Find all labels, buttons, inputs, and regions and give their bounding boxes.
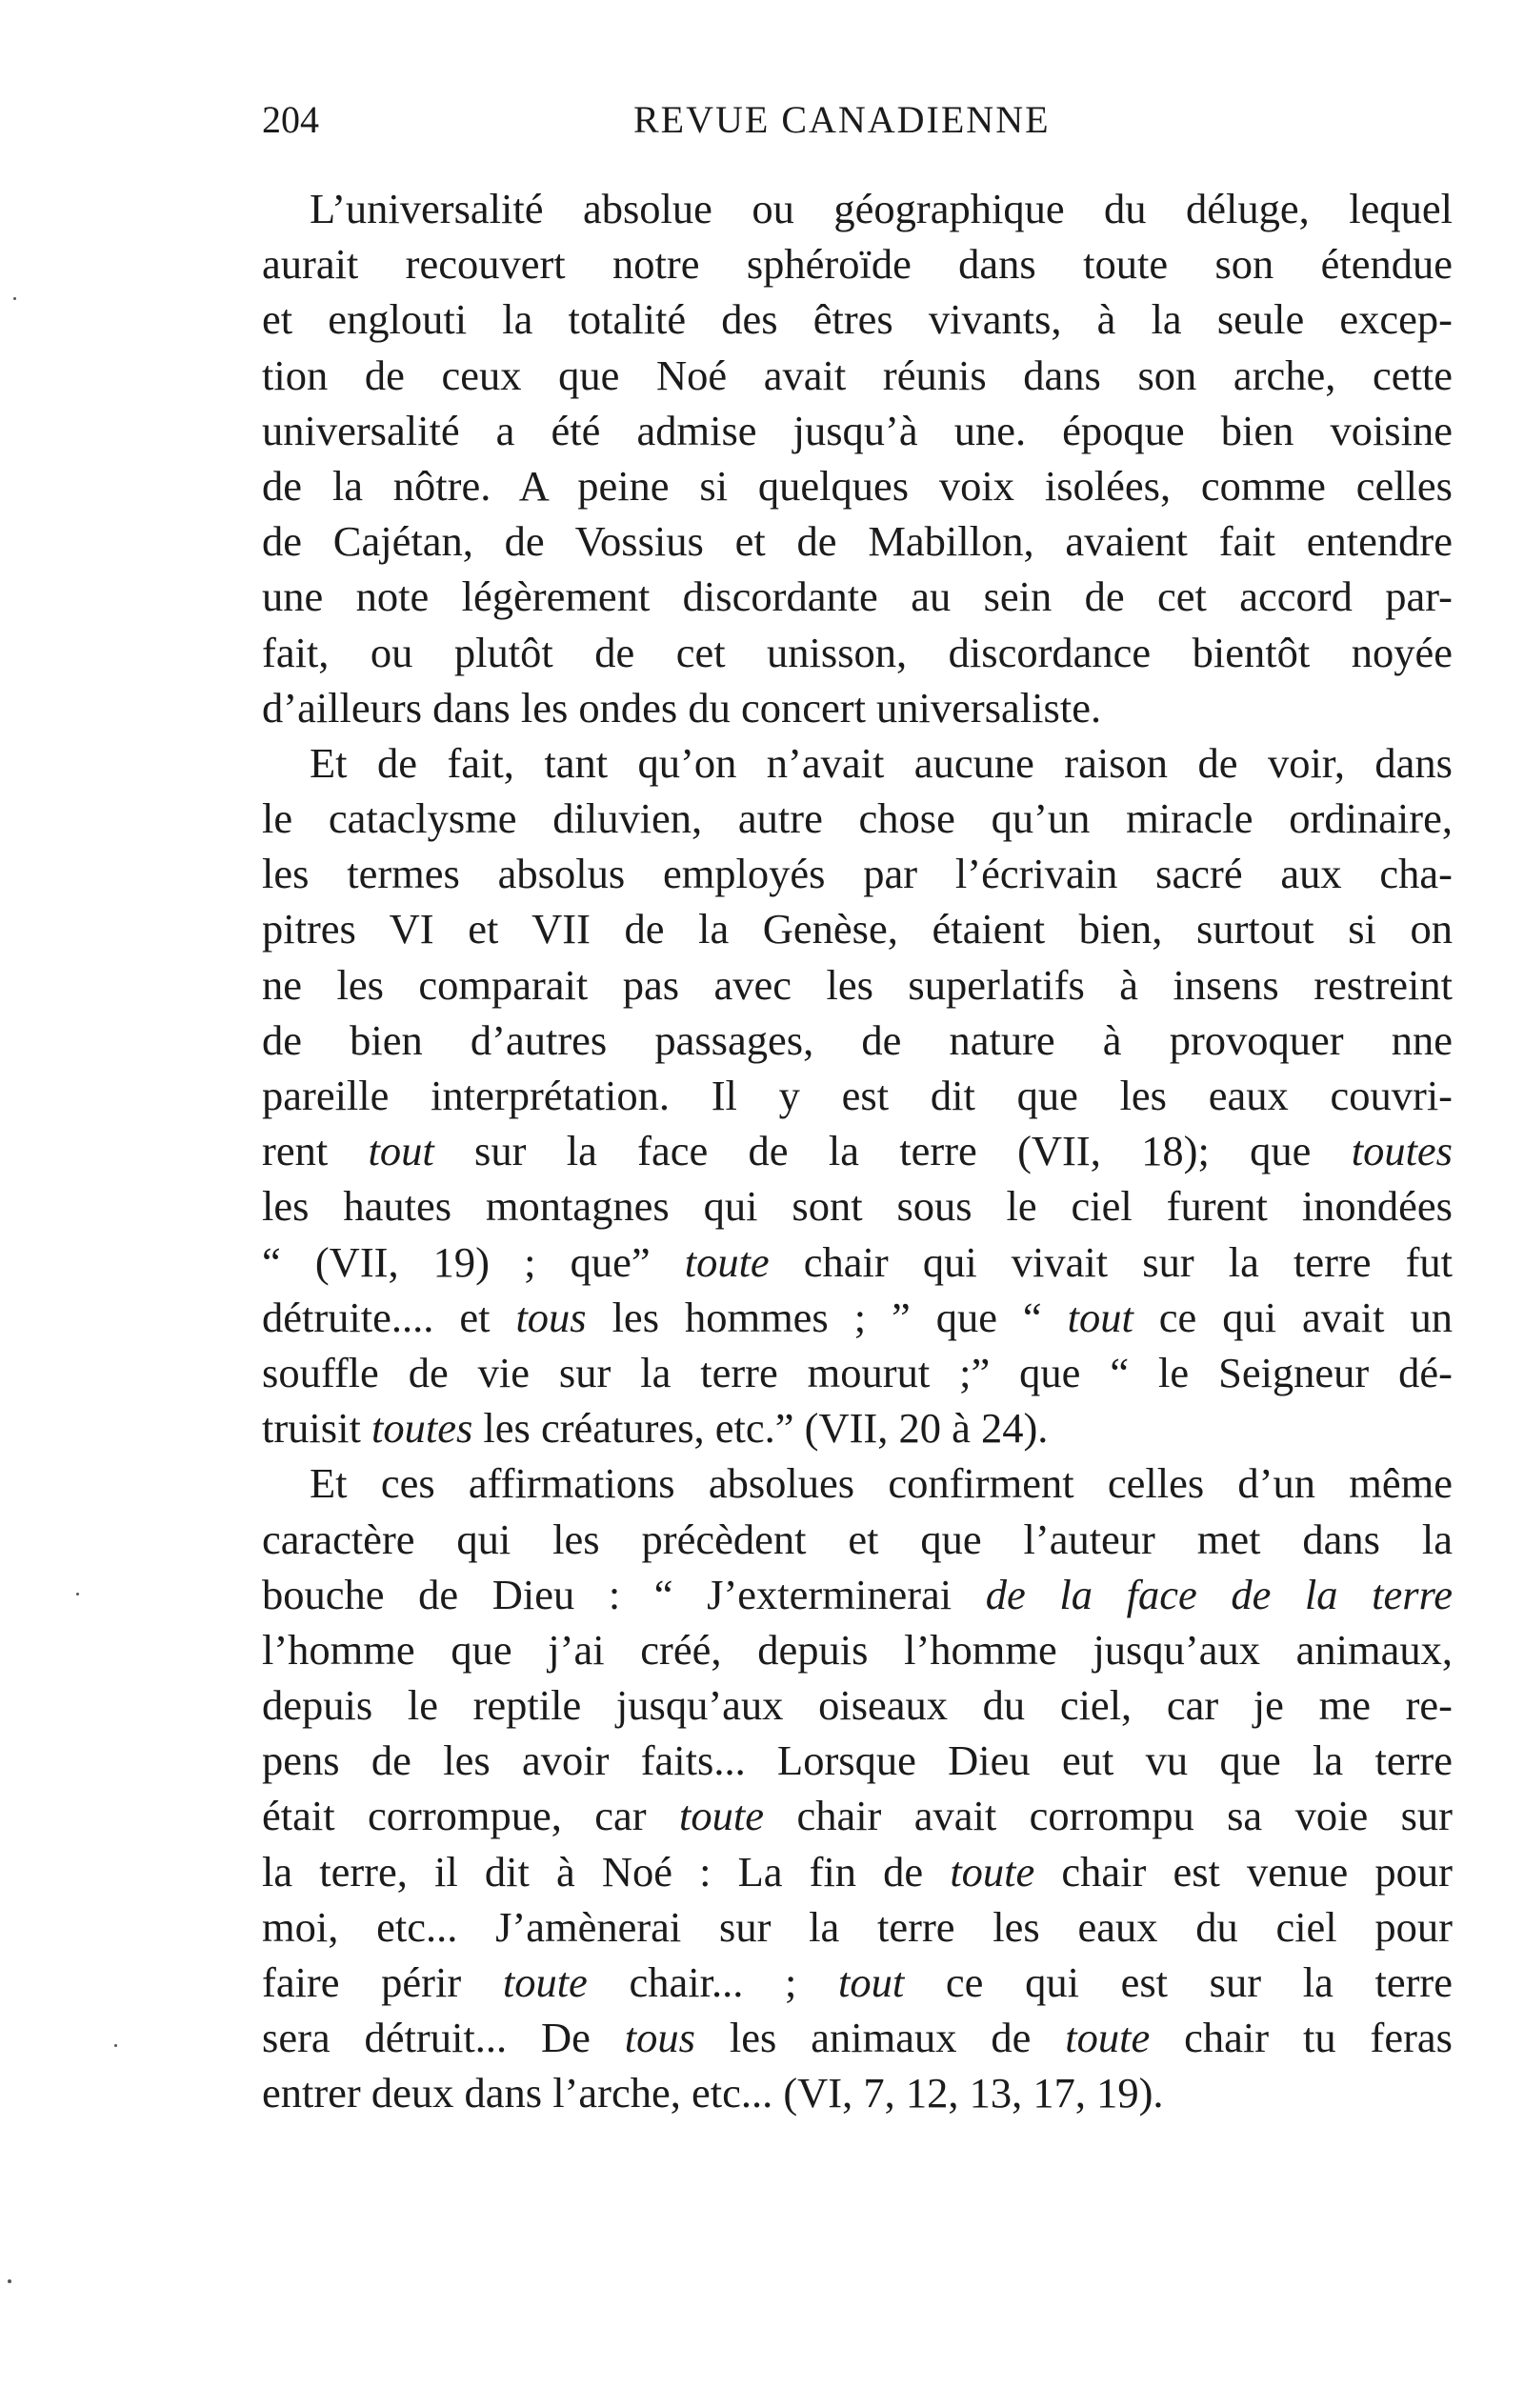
- text-segment: tion de ceux que Noé avait réunis dans son arche, cette: [262, 351, 1453, 399]
- text-line: [262, 1178, 1453, 1234]
- text-segment: fait, ou plutôt de cet unisson, discordance bientôt noyée: [262, 628, 1453, 676]
- speck: [76, 1593, 79, 1595]
- text-segment: pens de les avoir faits... Lorsque Dieu eut vu que la terre: [262, 1736, 1453, 1785]
- paragraph: [262, 181, 1453, 735]
- text-line: [262, 458, 1453, 513]
- text-segment: le cataclysme diluvien, autre chose qu’un miracle ordinaire,: [262, 794, 1453, 843]
- text-segment: depuis le reptile jusqu’aux oiseaux du ciel, car je me re-: [262, 1681, 1453, 1730]
- italic-text: toute: [684, 1237, 770, 1286]
- text-line: [262, 1567, 1453, 1622]
- text-segment: et englouti la totalité des êtres vivants, à la seule excep-: [262, 295, 1453, 344]
- text-segment: “ (VII, 19) ; que”: [262, 1237, 685, 1286]
- text-segment: chair tu feras: [1150, 2014, 1453, 2062]
- text-line: [262, 846, 1453, 901]
- body-text: [262, 181, 1453, 2121]
- text-line: [262, 1400, 1453, 1455]
- text-segment: chair avait corrompu sa voie sur: [764, 1792, 1453, 1840]
- text-line: [262, 1123, 1453, 1178]
- text-segment: de Cajétan, de Vossius et de Mabillon, avaient fait entendre: [262, 517, 1453, 566]
- text-line: [262, 1622, 1453, 1677]
- text-segment: chair est venue pour: [1034, 1847, 1453, 1896]
- text-segment: rent: [262, 1127, 369, 1175]
- text-line: [262, 1234, 1453, 1290]
- text-segment: souffle de vie sur la terre mourut ;” que “ le Seigneur dé-: [262, 1348, 1453, 1396]
- text-segment: les créatures, etc.” (VII, 20 à 24).: [472, 1404, 1049, 1453]
- italic-text: tous: [515, 1293, 587, 1341]
- text-line: [262, 1455, 1453, 1511]
- text-line: [262, 680, 1453, 735]
- text-segment: les termes absolus employés par l’écrivain sacré aux cha-: [262, 850, 1453, 898]
- text-line: [262, 957, 1453, 1013]
- running-head: [262, 91, 1453, 149]
- text-line: [262, 236, 1453, 291]
- italic-text: de la face de la terre: [985, 1570, 1454, 1618]
- paragraph: [262, 735, 1453, 1455]
- text-line: [262, 1512, 1453, 1567]
- text-line: [262, 1013, 1453, 1068]
- text-line: [262, 791, 1453, 846]
- text-line: [262, 1788, 1453, 1843]
- italic-text: toutes: [1351, 1127, 1453, 1175]
- text-segment: une note légèrement discordante au sein de cet accord par-: [262, 572, 1453, 621]
- page-number: 204: [262, 98, 319, 141]
- italic-text: tout: [1067, 1293, 1133, 1341]
- text-line: [262, 1345, 1453, 1400]
- text-line: [262, 403, 1453, 458]
- italic-text: tout: [838, 1958, 905, 2006]
- text-segment: détruite.... et: [262, 1293, 516, 1341]
- italic-text: toutes: [371, 1404, 473, 1453]
- text-segment: de la nôtre. A peine si quelques voix isolées, comme celles: [262, 461, 1453, 510]
- text-segment: d’ailleurs dans les ondes du concert universaliste.: [262, 683, 1102, 732]
- text-segment: chair... ;: [587, 1958, 839, 2006]
- text-segment: ce qui est sur la terre: [904, 1958, 1453, 2006]
- text-line: [262, 625, 1453, 680]
- text-segment: entrer deux dans l’arche, etc... (VI, 7, 12, 13, 17, 19).: [262, 2069, 1164, 2117]
- text-segment: ce qui avait un: [1133, 1293, 1453, 1341]
- text-line: [262, 1899, 1453, 1955]
- italic-text: toute: [679, 1792, 765, 1840]
- italic-text: toute: [950, 1847, 1035, 1896]
- text-segment: les hautes montagnes qui sont sous le ciel furent inondées: [262, 1182, 1453, 1231]
- text-segment: était corrompue, car: [262, 1792, 680, 1840]
- text-segment: Et de fait, tant qu’on n’avait aucune raison de voir, dans: [310, 738, 1453, 787]
- italic-text: tout: [368, 1127, 434, 1175]
- text-segment: faire périr: [262, 1958, 503, 2006]
- text-segment: la terre, il dit à Noé : La fin de: [262, 1847, 951, 1896]
- text-line: [262, 569, 1453, 624]
- text-segment: truisit: [262, 1404, 371, 1453]
- paragraph: [262, 1455, 1453, 2120]
- text-segment: L’universalité absolue ou géographique du déluge, lequel: [310, 185, 1453, 232]
- text-line: [262, 735, 1453, 791]
- text-line: [262, 1733, 1453, 1788]
- text-line: [262, 1955, 1453, 2010]
- text-line: [262, 348, 1453, 403]
- text-segment: pareille interprétation. Il y est dit que les eaux couvri-: [262, 1072, 1453, 1119]
- text-segment: ne les comparait pas avec les superlatifs à insens restreint: [262, 960, 1453, 1009]
- italic-text: tous: [624, 2014, 695, 2062]
- text-segment: les animaux de: [694, 2014, 1066, 2062]
- text-segment: universalité a été admise jusqu’à une. époque bien voisine: [262, 406, 1453, 454]
- text-segment: moi, etc... J’amènerai sur la terre les eaux du ciel pour: [262, 1902, 1453, 1951]
- text-segment: pitres VI et VII de la Genèse, étaient bien, surtout si on: [262, 905, 1453, 953]
- text-segment: sera détruit... De: [262, 2014, 625, 2062]
- text-segment: caractère qui les précèdent et que l’auteur met dans la: [262, 1515, 1453, 1563]
- text-line: [262, 1068, 1453, 1123]
- text-segment: Et ces affirmations absolues confirment celles d’un même: [310, 1459, 1453, 1508]
- text-line: [262, 1844, 1453, 1899]
- text-line: [262, 181, 1453, 236]
- text-line: [262, 1677, 1453, 1733]
- speck: [13, 297, 16, 300]
- text-line: [262, 1290, 1453, 1345]
- text-line: [262, 291, 1453, 347]
- speck: [8, 2279, 11, 2283]
- text-segment: sur la face de la terre (VII, 18); que: [433, 1127, 1352, 1175]
- text-line: [262, 2010, 1453, 2065]
- journal-title: REVUE CANADIENNE: [633, 98, 1051, 141]
- text-segment: l’homme que j’ai créé, depuis l’homme jusqu’aux animaux,: [262, 1625, 1453, 1674]
- speck: [114, 2044, 117, 2047]
- text-line: [262, 513, 1453, 569]
- italic-text: toute: [502, 1958, 588, 2006]
- text-segment: bouche de Dieu : “ J’exterminerai: [262, 1570, 986, 1618]
- italic-text: toute: [1065, 2014, 1151, 2062]
- text-segment: de bien d’autres passages, de nature à provoquer nne: [262, 1015, 1453, 1064]
- text-segment: les hommes ; ” que “: [586, 1293, 1068, 1341]
- text-segment: aurait recouvert notre sphéroïde dans toute son étendue: [262, 240, 1453, 289]
- text-segment: chair qui vivait sur la terre fut: [769, 1237, 1454, 1286]
- text-line: [262, 901, 1453, 956]
- text-line: [262, 2065, 1453, 2120]
